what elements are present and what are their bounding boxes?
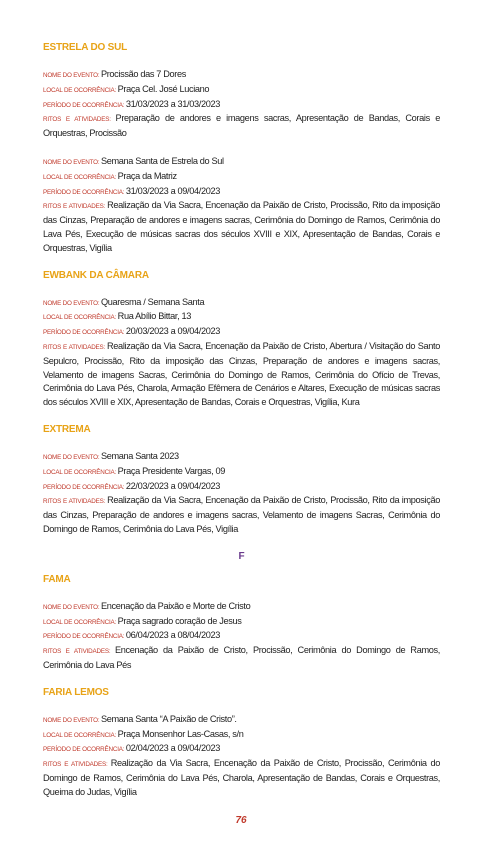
label-separator: : <box>122 483 126 491</box>
event-place-label: LOCAL DE OCORRÊNCIA <box>43 731 115 739</box>
event-period-label: PERÍODO DE OCORRÊNCIA <box>43 329 123 337</box>
event-entry <box>43 450 440 537</box>
event-entry <box>43 296 440 410</box>
event-name-label: NOME DO EVENTO <box>43 716 98 724</box>
section-letter: F <box>238 550 245 562</box>
event-entry <box>43 713 440 800</box>
event-rites-value: Realização da Via Sacra, Encenação da Paixão de Cristo, Procissão, Rito da imposição das Cinzas, Preparação de andores e imagens sacras, Velamento de imagens Sacras, Cerimônia do Domingo de Ramos, Cerimônia do Lava Pés, Vigília <box>43 495 440 534</box>
label-separator: : <box>122 633 126 641</box>
city-heading: FAMA <box>43 573 71 585</box>
event-place-value: Praça sagrado coração de Jesus <box>117 615 242 626</box>
event-place-value: Rua Abílio Bittar, 13 <box>117 311 192 322</box>
event-place-line <box>43 728 440 743</box>
label-separator: : <box>122 746 126 754</box>
label-separator: : <box>122 188 126 196</box>
event-period-value: 20/03/2023 a 09/04/2023 <box>125 326 221 337</box>
event-period-line <box>43 185 440 200</box>
event-place-label: LOCAL DE OCORRÊNCIA <box>43 618 115 626</box>
event-period-label: PERÍODO DE OCORRÊNCIA <box>43 633 123 641</box>
event-period-line <box>43 629 440 644</box>
label-separator: : <box>109 116 116 124</box>
event-rites-line <box>43 644 440 673</box>
event-period-label: PERÍODO DE OCORRÊNCIA <box>43 746 123 754</box>
event-name-label: NOME DO EVENTO <box>43 72 98 79</box>
sections-group-f <box>43 574 440 800</box>
label-separator: : <box>97 453 101 461</box>
label-separator: : <box>114 314 118 322</box>
event-period-line <box>43 98 440 113</box>
city-heading: EWBANK DA CÂMARA <box>43 269 149 281</box>
event-period-value: 31/03/2023 a 09/04/2023 <box>125 185 221 196</box>
event-period-label: PERÍODO DE OCORRÊNCIA <box>43 188 123 196</box>
event-rites-label: RITOS E ATIVIDADES <box>43 116 110 124</box>
event-rites-value: Realização da Via Sacra, Encenação da Paixão de Cristo, Procissão, Rito da imposição das Cinzas, Preparação de andores e imagens sacras, Cerimônia do Domingo de Ramos, Cerimônia do Lava Pés, Execução de músicas sacras dos séculos XVIII e XIX, Apresentação de Bandas, Corais e Orquestras, Vigília <box>43 200 440 253</box>
event-rites-label: RITOS E ATIVIDADES <box>43 648 109 656</box>
event-name-line <box>43 600 440 615</box>
event-place-label: LOCAL DE OCORRÊNCIA <box>43 173 115 181</box>
label-separator: : <box>103 203 108 211</box>
event-rites-label: RITOS E ATIVIDADES <box>43 343 104 351</box>
event-place-line <box>43 465 440 480</box>
event-period-line <box>43 325 440 340</box>
label-separator: : <box>103 498 108 506</box>
label-separator: : <box>114 468 118 476</box>
event-rites-line <box>43 494 440 536</box>
event-rites-value: Realização da Via Sacra, Encenação da Paixão de Cristo, Procissão, Cerimônia do Domingo de Ramos, Cerimônia do Lava Pés, Charola, Apresentação de Bandas, Corais e Orquestras, Queima do Judas, Vigília <box>43 758 440 797</box>
city-heading: EXTREMA <box>43 423 91 435</box>
label-separator: : <box>103 343 108 351</box>
event-period-line <box>43 742 440 757</box>
event-name-value: Semana Santa de Estrela do Sul <box>100 155 224 166</box>
event-rites-label: RITOS E ATIVIDADES <box>43 498 104 506</box>
event-period-value: 02/04/2023 a 09/04/2023 <box>125 743 221 754</box>
event-entry <box>43 155 440 256</box>
event-place-label: LOCAL DE OCORRÊNCIA <box>43 86 115 94</box>
event-name-value: Semana Santa 2023 <box>100 450 179 461</box>
event-name-line <box>43 68 440 83</box>
label-separator: : <box>97 158 101 166</box>
event-place-line <box>43 615 440 630</box>
event-rites-label: RITOS E ATIVIDADES <box>43 203 104 211</box>
event-name-value: Encenação da Paixão e Morte de Cristo <box>100 600 251 611</box>
event-period-label: PERÍODO DE OCORRÊNCIA <box>43 101 123 109</box>
event-place-value: Praça Cel. José Luciano <box>117 83 210 94</box>
label-separator: : <box>114 618 118 626</box>
event-place-label: LOCAL DE OCORRÊNCIA <box>43 468 115 476</box>
event-name-label: NOME DO EVENTO <box>43 603 98 611</box>
label-separator: : <box>97 299 101 307</box>
event-period-value: 22/03/2023 a 09/04/2023 <box>125 480 221 491</box>
label-separator: : <box>97 603 101 611</box>
sections-group-e <box>43 42 440 537</box>
label-separator: : <box>114 173 118 181</box>
label-separator: : <box>122 101 126 109</box>
event-period-value: 06/04/2023 a 08/04/2023 <box>125 630 221 641</box>
event-name-line <box>43 155 440 170</box>
city-heading: ESTRELA DO SUL <box>43 42 128 53</box>
event-name-value: Semana Santa “A Paixão de Cristo”. <box>100 713 237 724</box>
event-rites-label: RITOS E ATIVIDADES <box>43 761 107 769</box>
label-separator: : <box>97 716 101 724</box>
event-name-label: NOME DO EVENTO <box>43 299 98 307</box>
event-name-label: NOME DO EVENTO <box>43 158 98 166</box>
event-place-line <box>43 310 440 325</box>
event-period-value: 31/03/2023 a 31/03/2023 <box>125 98 221 109</box>
event-entry <box>43 600 440 673</box>
event-name-value: Quaresma / Semana Santa <box>100 296 205 307</box>
label-separator: : <box>97 72 101 79</box>
city-heading: FARIA LEMOS <box>43 686 109 698</box>
event-place-line <box>43 83 440 98</box>
event-name-line <box>43 296 440 311</box>
label-separator: : <box>108 648 115 656</box>
event-rites-line <box>43 340 440 410</box>
event-place-label: LOCAL DE OCORRÊNCIA <box>43 314 115 322</box>
event-rites-value: Encenação da Paixão de Cristo, Procissão, Cerimônia do Domingo de Ramos, Cerimônia do Lava Pés <box>43 645 440 670</box>
event-name-value: Procissão das 7 Dores <box>100 69 187 79</box>
event-name-line <box>43 713 440 728</box>
event-rites-line <box>43 199 440 255</box>
label-separator: : <box>122 329 126 337</box>
event-period-line <box>43 480 440 495</box>
page-content <box>43 42 440 813</box>
event-rites-line <box>43 112 440 141</box>
event-place-value: Praça Monsenhor Las-Casas, s/n <box>117 728 244 739</box>
label-separator: : <box>114 86 118 94</box>
event-period-label: PERÍODO DE OCORRÊNCIA <box>43 483 123 491</box>
event-name-label: NOME DO EVENTO <box>43 453 98 461</box>
event-name-line <box>43 450 440 465</box>
label-separator: : <box>106 761 111 769</box>
event-rites-value: Realização da Via Sacra, Encenação da Paixão de Cristo, Abertura / Visitação do Santo Sepulcro, Procissão, Rito da imposição das Cinzas, Preparação de andores e imagens sacras, Velamento de imagens Sacras, Cerimônia do Domingo de Ramos, Cerimônia do Ofício de Trevas, Cerimônia do Lava Pés, Charola, Armação Efêmera de Cenários e Altares, Execução de músicas sacras dos séculos XVIII e XIX, Apresentação de Bandas, Corais e Orquestras, Vigília, Kura <box>43 340 440 408</box>
event-rites-line <box>43 757 440 799</box>
event-rites-value: Preparação de andores e imagens sacras, Apresentação de Bandas, Corais e Orquestras, Procissão <box>43 113 440 139</box>
label-separator: : <box>114 731 118 739</box>
event-entry <box>43 68 440 141</box>
event-place-value: Praça da Matriz <box>117 170 177 181</box>
page-number: 76 <box>235 815 247 826</box>
event-place-line <box>43 170 440 185</box>
event-place-value: Praça Presidente Vargas, 09 <box>117 465 225 476</box>
